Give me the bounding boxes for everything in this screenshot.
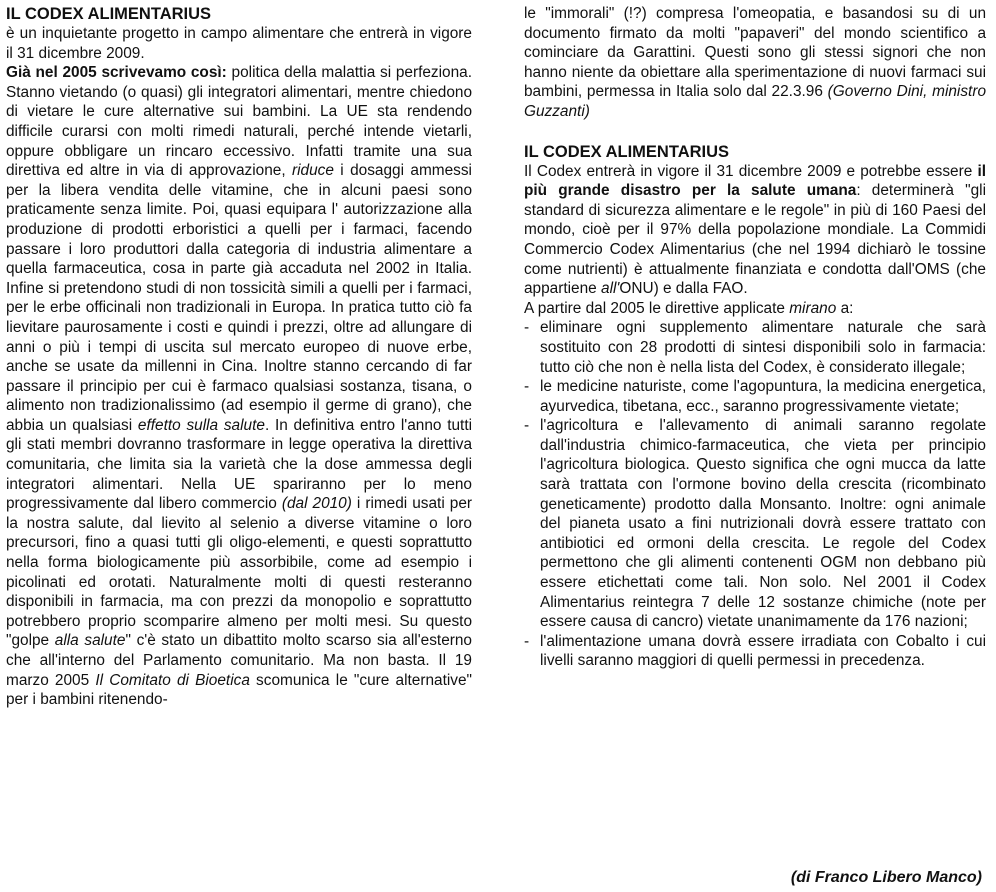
left-body-6: scomunica le "cure alternative" per i bambini ritenendo- — [6, 671, 472, 709]
left-body-3: . In definitiva entro l'anno tutti gli stati membri dovranno trasformare in legge operativa la direttiva comunitaria, che limita sia la varietà che la dose ammessa degli integratori alimentari. Nella UE spariranno per lo meno progressivamente dal libero commercio — [6, 416, 473, 513]
list-dash: - — [524, 417, 530, 435]
left-body-4-italic: alla salute — [54, 632, 126, 650]
left-body-1-italic: riduce — [291, 162, 334, 180]
list-item-text: l'agricoltura e l'allevamento di animali saranno regolate dall'industria chimico-farmaceutica, che vieta per principio l'agricoltura biologica. Questo significa che ogni mucca da latte sarà trattata con l'ormone bovino della crescita (ricombinato geneticamente) prodotto dalla Monsanto. Inoltre: ogni animale del pianeta usato a fini nutrizionali dovrà essere trattato con antibiotici ed ormoni della crescita. Le regole del Codex permettono che gli alimenti contenenti OGM non debbano più essere etichettati come tali. Non solo. Nel 2001 il Codex Alimentarius reintegra 7 delle 12 sostanze chimiche (note per essere causa di cancro) vietate unanimamente da 176 nazioni; — [540, 417, 986, 631]
list-item-text: eliminare ogni supplemento alimentare naturale che sarà sostituito con 28 prodotti di sintesi disponibili solo in farmacia: tutto ciò che non è nella lista del Codex, è considerato illegale; — [540, 319, 986, 376]
right-body-2-italic: all' — [601, 280, 620, 298]
left-body-2: i dosaggi ammessi per la libera vendita delle vitamine, che in alcuni paesi sono praticamente senza limite. Poi, quasi equipara l' autorizzazione alla produzione di prodotti erboristici a quelli per i farmaci, facendo passare i loro produttori dalla categoria di industria alimentare a quella farmaceutica, cosa in parte già accaduta nel 2002 in Italia. Infine si pretendono studi di non tossicità simili a quelli per i farmaci, per le erbe officinali non tradizionali in Europa. In pratica tutto ciò fa lievitare paurosamente i costi e quindi i prezzi, oltre ad allungare di anni o più i tempi di uscita sul mercato europeo di nuove erbe, anche se usate da millenni in Cina. Inoltre stanno cercando di far passare il principio per cui è farmaco qualsiasi sostanza, tisana, o alimento non tradizionalissimo (ad esempio il germe di grano), che abbia un qualsiasi — [6, 162, 472, 434]
list-item-text: l'alimentazione umana dovrà essere irradiata con Cobalto i cui livelli saranno maggiori di quelli permessi in precedenza. — [540, 632, 986, 670]
left-body-1: politica della malattia si perfeziona. Stanno vietando (o quasi) gli integratori alimentari, mentre chiedono di vietare le cure alternative sui bambini. La UE sta rendendo difficile curarsi con molti rimedi naturali, perché intende vietarli, oppure obbligare un rincaro eccessivo. Infatti tramite una sua direttiva ed altre in via di approvazione, — [6, 64, 472, 180]
directives-intro-italic: mirano — [789, 299, 837, 317]
left-lead-bold: Già nel 2005 scrivevamo così: — [6, 64, 227, 82]
directives-list — [524, 318, 986, 671]
list-item — [524, 318, 986, 377]
left-column — [6, 4, 472, 710]
right-body-paragraph — [524, 162, 986, 299]
list-dash: - — [524, 632, 530, 650]
left-body-3-italic: (dal 2010) — [281, 495, 352, 513]
left-intro-paragraph — [6, 24, 472, 63]
right-body-1: Il Codex entrerà in vigore il 31 dicembre 2009 e potrebbe essere — [524, 162, 973, 180]
right-body-1-bold: il più grande disastro per la salute umana — [524, 162, 987, 200]
left-body-2-italic: effetto sulla salute — [137, 416, 265, 434]
directives-intro-end: a: — [840, 299, 854, 317]
author-signature: (di Franco Libero Manco) — [790, 869, 982, 886]
right-column — [524, 4, 986, 671]
directives-intro: A partire dal 2005 le direttive applicate — [524, 299, 785, 317]
section-spacer — [524, 122, 986, 142]
list-dash: - — [524, 378, 530, 396]
left-body-5-italic: Il Comitato di Bioetica — [95, 671, 250, 689]
left-main-paragraph — [6, 63, 472, 710]
right-body-2: : determinerà "gli standard di sicurezza alimentare e le regole" in più di 160 Paesi del mondo, cioè per il 97% della popolazione mondiale. La Commidi Commercio Codex Alimentarius (che nel 1994 dichiarò le tossine come nutrienti) è attualmente finanziata e condotta dall'OMS (che appartiene — [524, 182, 986, 298]
left-intro: è un inquietante progetto in campo alimentare che entrerà in vigore il 31 dicembre 2009. — [6, 25, 472, 62]
list-item — [524, 632, 986, 671]
list-dash: - — [524, 319, 530, 337]
right-continuation: le "immorali" (!?) compresa l'omeopatia, e basandosi su di un documento firmato da molti "papaveri" del mondo scientifico a cominciare da Garattini. Questi sono gli stessi signori che non hanno niente da obiettare alla sperimentazione di nuovi farmaci sui bambini, permessa in Italia solo dal 22.3.96 — [524, 5, 986, 101]
right-body-3: ONU) e dalla FAO. — [619, 280, 748, 298]
right-continuation-paragraph — [524, 4, 986, 122]
list-item — [524, 377, 986, 416]
directives-intro-paragraph — [524, 299, 986, 319]
left-title: IL CODEX ALIMENTARIUS — [6, 5, 212, 23]
list-item-text: le medicine naturiste, come l'agopuntura, la medicina energetica, ayurvedica, tibetana, ecc., saranno progressivamente vietate; — [540, 378, 986, 415]
right-continuation-italic: (Governo Dini, ministro Guzzanti) — [524, 83, 987, 120]
left-body-4: i rimedi usati per la nostra salute, dal lievito al selenio a diverse vitamine o loro precursori, fino a quasi tutti gli oligo-elementi, e questi soprattutto nella forma biologicamente più assorbibile, come ad esempio i picolinati ed orotati. Naturalmente molti di questi resteranno disponibili in farmacia, ma con prezzi da monopolio e soprattutto potrebbero proprio scomparire almeno per molti mesi. Su questo "golpe — [6, 495, 473, 650]
right-title: IL CODEX ALIMENTARIUS — [524, 142, 730, 161]
list-item — [524, 416, 986, 632]
left-body-5: " c'è stato un dibattito molto scarso sia all'esterno che all'interno del Parlamento comunitario. Ma non basta. Il 19 marzo 2005 — [6, 632, 472, 689]
